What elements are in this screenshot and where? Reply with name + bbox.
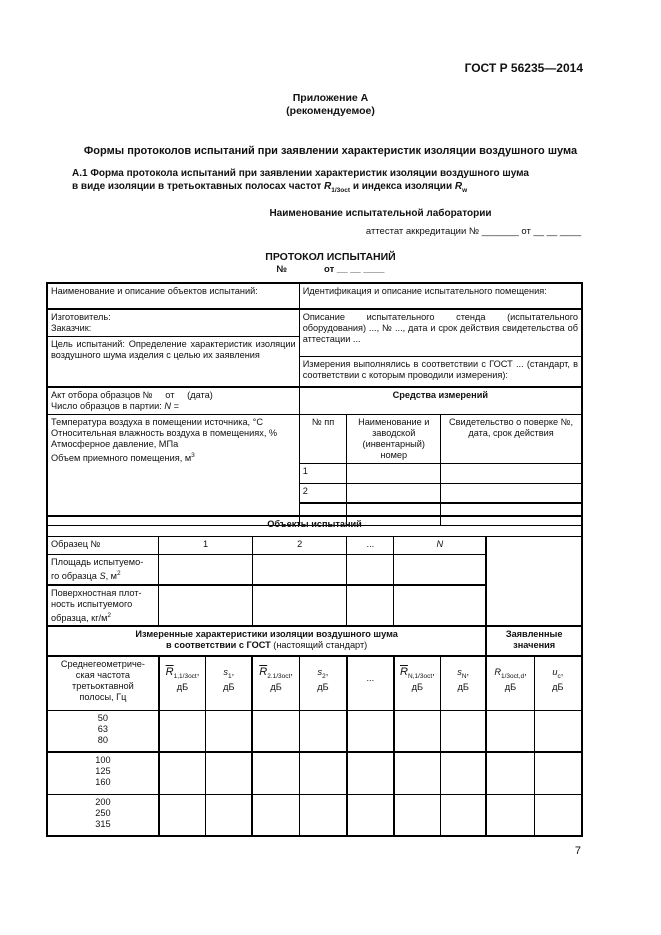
instrument-row-name[interactable]	[347, 463, 441, 483]
density-value-1[interactable]	[159, 585, 253, 627]
area-value-2[interactable]	[252, 554, 347, 585]
test-purpose-cell[interactable]: Цель испытаний: Определение характеристик изоляции воздушного шума изделия с целью их заявления	[47, 337, 299, 387]
instrument-row-no: 1	[299, 463, 347, 483]
protocol-number: № от __ __ ____	[276, 264, 385, 275]
col-rd: $R_{1/3oct,d}$, дБ	[486, 656, 534, 710]
value-cell[interactable]	[347, 794, 394, 836]
value-cell[interactable]	[441, 710, 487, 752]
value-cell[interactable]	[534, 794, 582, 836]
sample-col-n: N	[394, 536, 487, 554]
value-cell[interactable]	[394, 794, 441, 836]
instrument-row-name[interactable]	[347, 483, 441, 503]
instruments-header-no: № пп	[299, 414, 347, 463]
appendix-title: Приложение А	[292, 92, 369, 104]
stand-description-cell[interactable]: Описание испытательного стенда (испытательного оборудования) ..., № ..., дата и срок действия свидетельства об аттестации ...	[299, 309, 582, 357]
objects-table	[46, 515, 583, 627]
value-cell[interactable]	[252, 710, 299, 752]
value-cell[interactable]	[394, 710, 441, 752]
freq-header: Среднегеометриче- ская частота третьоктавной полосы, Гц	[47, 656, 159, 710]
value-cell[interactable]	[441, 752, 487, 794]
instrument-row-cert[interactable]	[441, 483, 582, 503]
value-cell[interactable]	[159, 794, 206, 836]
value-cell[interactable]	[394, 752, 441, 794]
value-cell[interactable]	[534, 710, 582, 752]
instruments-header-name: Наименование и заводской (инвентарный) номер	[347, 414, 441, 463]
value-cell[interactable]	[347, 752, 394, 794]
sample-col-ellipsis: ...	[347, 536, 394, 554]
declared-title: Заявленные значения	[486, 626, 582, 656]
value-cell[interactable]	[159, 710, 206, 752]
sample-col-1: 1	[159, 536, 253, 554]
density-value-n[interactable]	[394, 585, 487, 627]
density-label: Поверхностная плот- ность испытуемого образца, $кг/м^2$	[47, 585, 159, 627]
col-r1: $\overline{R}_{1,1/3oct}$, дБ	[159, 656, 206, 710]
page-number: 7	[574, 845, 581, 857]
freq-group-1: 50 63 80	[47, 710, 159, 752]
objects-blank-cell	[486, 536, 582, 626]
objects-title: Объекты испытаний	[47, 516, 582, 536]
value-cell[interactable]	[299, 710, 347, 752]
instruments-title: Средства измерений	[299, 387, 582, 415]
conditions-cell[interactable]: Температура воздуха в помещении источника, °С Относительная влажность воздуха в помещениях, % Атмосферное давление, МПа Объем приемного помещения, $м^3$	[47, 414, 299, 525]
standard-header: ГОСТ Р 56235—2014	[464, 61, 583, 75]
subsection-line2: в виде изоляции в третьоктавных полосах частот $R_{1/3oct}$ и индекса изоляции $R_w$	[72, 181, 468, 194]
value-cell[interactable]	[486, 794, 534, 836]
measured-title: Измеренные характеристики изоляции воздушного шума в соответствии с ГОСТ (настоящий стандарт)	[47, 626, 486, 656]
instrument-row-cert[interactable]	[441, 463, 582, 483]
measurement-standard-cell[interactable]: Измерения выполнялись в соответствии с ГОСТ ... (стандарт, в соответствии с которым проводили измерения):	[299, 357, 582, 387]
instruments-header-cert: Свидетельство о поверке №, дата, срок действия	[441, 414, 582, 463]
area-label: Площадь испытуемо- го образца S, $м^2$	[47, 554, 159, 585]
area-value-ellipsis[interactable]	[347, 554, 394, 585]
value-cell[interactable]	[299, 794, 347, 836]
sample-label: Образец №	[47, 536, 159, 554]
col-uc: $u_c$, дБ	[534, 656, 582, 710]
sample-col-2: 2	[252, 536, 347, 554]
value-cell[interactable]	[534, 752, 582, 794]
value-cell[interactable]	[206, 752, 253, 794]
value-cell[interactable]	[347, 710, 394, 752]
col-s1: $s_1$, дБ	[206, 656, 253, 710]
protocol-title: ПРОТОКОЛ ИСПЫТАНИЙ	[265, 251, 396, 263]
col-rn: $\overline{R}_{N,1/3oct}$, дБ	[394, 656, 441, 710]
subsection-line1: А.1 Форма протокола испытаний при заявлении характеристик изоляции воздушного шума	[72, 168, 529, 179]
lab-name: Наименование испытательной лаборатории	[269, 208, 492, 219]
objects-description-cell[interactable]: Наименование и описание объектов испытаний:	[47, 283, 299, 309]
section-title: Формы протоколов испытаний при заявлении характеристик изоляции воздушного шума	[83, 145, 578, 157]
value-cell[interactable]	[206, 710, 253, 752]
manufacturer-customer-cell[interactable]: Изготовитель: Заказчик:	[47, 309, 299, 337]
area-value-n[interactable]	[394, 554, 487, 585]
value-cell[interactable]	[252, 794, 299, 836]
freq-group-2: 100 125 160	[47, 752, 159, 794]
sampling-act-cell[interactable]: Акт отбора образцов № от (дата) Число образцов в партии: N =	[47, 387, 299, 415]
value-cell[interactable]	[486, 752, 534, 794]
value-cell[interactable]	[159, 752, 206, 794]
value-cell[interactable]	[252, 752, 299, 794]
col-ellipsis: ...	[347, 656, 394, 710]
density-value-ellipsis[interactable]	[347, 585, 394, 627]
col-r2: $\overline{R}_{2.1/3oct}$, дБ	[252, 656, 299, 710]
col-sn: $s_N$, дБ	[441, 656, 487, 710]
value-cell[interactable]	[206, 794, 253, 836]
subsection-title	[72, 167, 529, 197]
value-cell[interactable]	[299, 752, 347, 794]
value-cell[interactable]	[441, 794, 487, 836]
room-identification-cell[interactable]: Идентификация и описание испытательного помещения:	[299, 283, 582, 309]
col-s2: $s_2$, дБ	[299, 656, 347, 710]
appendix-status: (рекомендуемое)	[286, 105, 375, 117]
instrument-row-no: 2	[299, 483, 347, 503]
density-value-2[interactable]	[252, 585, 347, 627]
protocol-form-table	[46, 282, 583, 526]
area-value-1[interactable]	[159, 554, 253, 585]
accreditation-line: аттестат аккредитации № _______ от __ __ ____	[365, 226, 581, 237]
measured-table	[46, 625, 583, 837]
value-cell[interactable]	[486, 710, 534, 752]
freq-group-3: 200 250 315	[47, 794, 159, 836]
